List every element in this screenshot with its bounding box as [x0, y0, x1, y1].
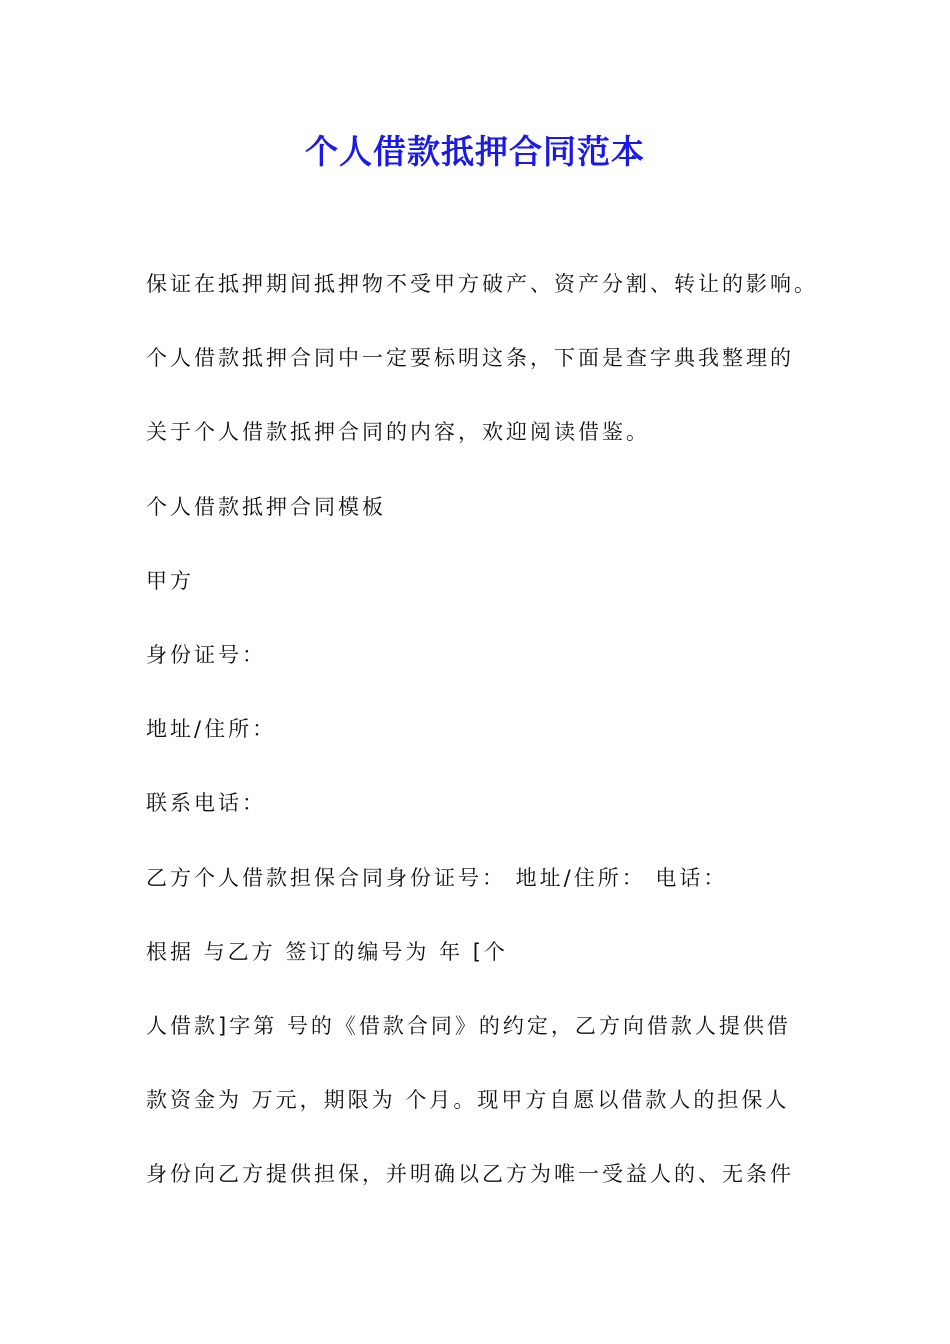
- paragraph-line: 个人借款抵押合同中一定要标明这条，下面是查字典我整理的: [146, 346, 794, 371]
- id-number-field: 身份证号：: [146, 642, 266, 667]
- phone-field: 联系电话：: [146, 791, 266, 816]
- paragraph-line: 根据 与乙方 签订的编号为 年 [个: [146, 939, 508, 964]
- paragraph-line: 人借款]字第 号的《借款合同》的约定，乙方向借款人提供借: [146, 1013, 791, 1038]
- paragraph-line: 关于个人借款抵押合同的内容，欢迎阅读借鉴。: [146, 420, 650, 445]
- paragraph-line: 保证在抵押期间抵押物不受甲方破产、资产分割、转让的影响。: [146, 272, 818, 296]
- document-title: 个人借款抵押合同范本: [305, 132, 645, 171]
- address-field: 地址/住所：: [146, 717, 277, 742]
- paragraph-line: 身份向乙方提供担保，并明确以乙方为唯一受益人的、无条件: [146, 1162, 794, 1187]
- document-body: [146, 262, 846, 1226]
- paragraph-line: 款资金为 万元，期限为 个月。现甲方自愿以借款人的担保人: [146, 1088, 790, 1113]
- section-heading: 个人借款抵押合同模板: [146, 494, 386, 519]
- party-b-fields: 乙方个人借款担保合同身份证号： 地址/住所： 电话：: [146, 865, 728, 890]
- party-a-label: 甲方: [146, 568, 194, 593]
